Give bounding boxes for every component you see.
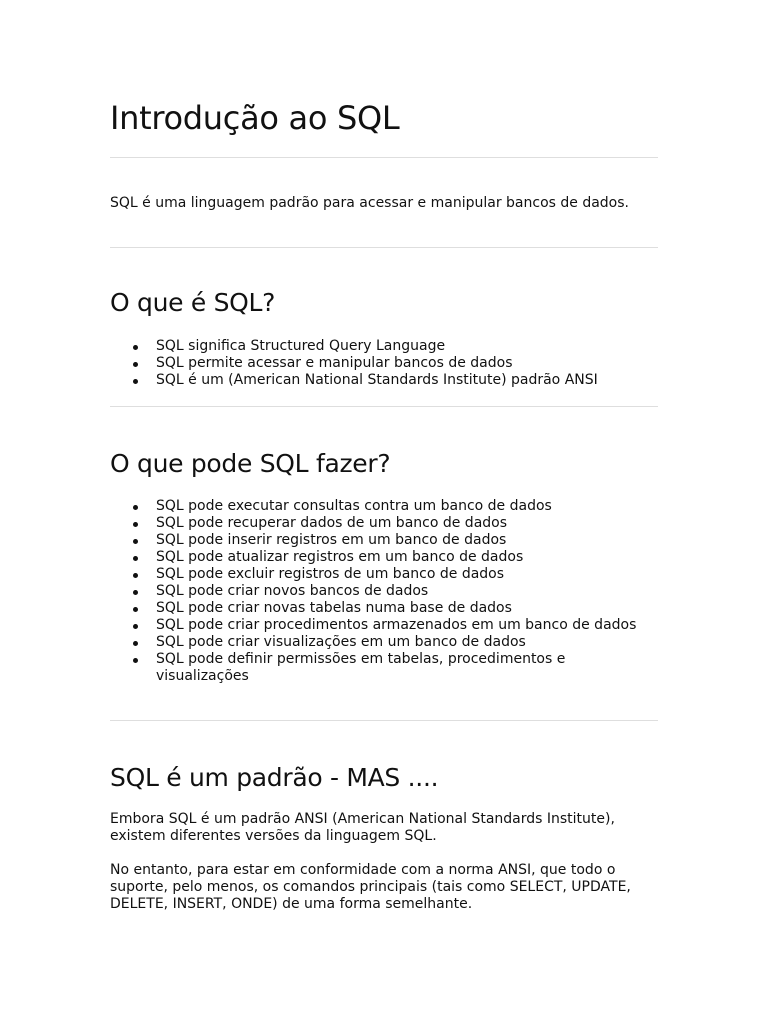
divider <box>110 157 658 158</box>
divider <box>110 406 658 407</box>
list-item: SQL pode criar novas tabelas numa base de dados <box>156 600 658 617</box>
divider <box>110 720 658 721</box>
section-heading-what-is-sql: O que é SQL? <box>110 288 276 317</box>
list-item: SQL pode atualizar registros em um banco de dados <box>156 549 658 566</box>
list-item: SQL pode inserir registros em um banco de dados <box>156 532 658 549</box>
list-item: SQL pode executar consultas contra um banco de dados <box>156 498 658 515</box>
intro-paragraph: SQL é uma linguagem padrão para acessar e manipular bancos de dados. <box>110 195 629 211</box>
list-item: SQL pode excluir registros de um banco de dados <box>156 566 658 583</box>
list-item: SQL pode criar procedimentos armazenados em um banco de dados <box>156 617 658 634</box>
list-item: SQL pode criar novos bancos de dados <box>156 583 658 600</box>
divider <box>110 247 658 248</box>
list-item: SQL pode criar visualizações em um banco de dados <box>156 634 658 651</box>
what-can-sql-do-list <box>110 498 658 685</box>
page-title: Introdução ao SQL <box>110 99 400 137</box>
section-heading-what-can-sql-do: O que pode SQL fazer? <box>110 449 391 478</box>
standard-paragraph-2: No entanto, para estar em conformidade com a norma ANSI, que todo o suporte, pelo menos, os comandos principais (tais como SELECT, UPDATE, DELETE, INSERT, ONDE) de uma forma semelhante. <box>110 862 631 912</box>
list-item: SQL permite acessar e manipular bancos de dados <box>156 355 658 372</box>
list-item: SQL é um (American National Standards Institute) padrão ANSI <box>156 372 658 389</box>
list-item: SQL pode recuperar dados de um banco de dados <box>156 515 658 532</box>
what-is-sql-list <box>110 338 658 389</box>
section-heading-sql-standard: SQL é um padrão - MAS .... <box>110 763 439 792</box>
list-item: SQL pode definir permissões em tabelas, procedimentos e visualizações <box>156 651 658 685</box>
list-item: SQL significa Structured Query Language <box>156 338 658 355</box>
standard-paragraph-1: Embora SQL é um padrão ANSI (American National Standards Institute), existem diferentes versões da linguagem SQL. <box>110 811 615 844</box>
